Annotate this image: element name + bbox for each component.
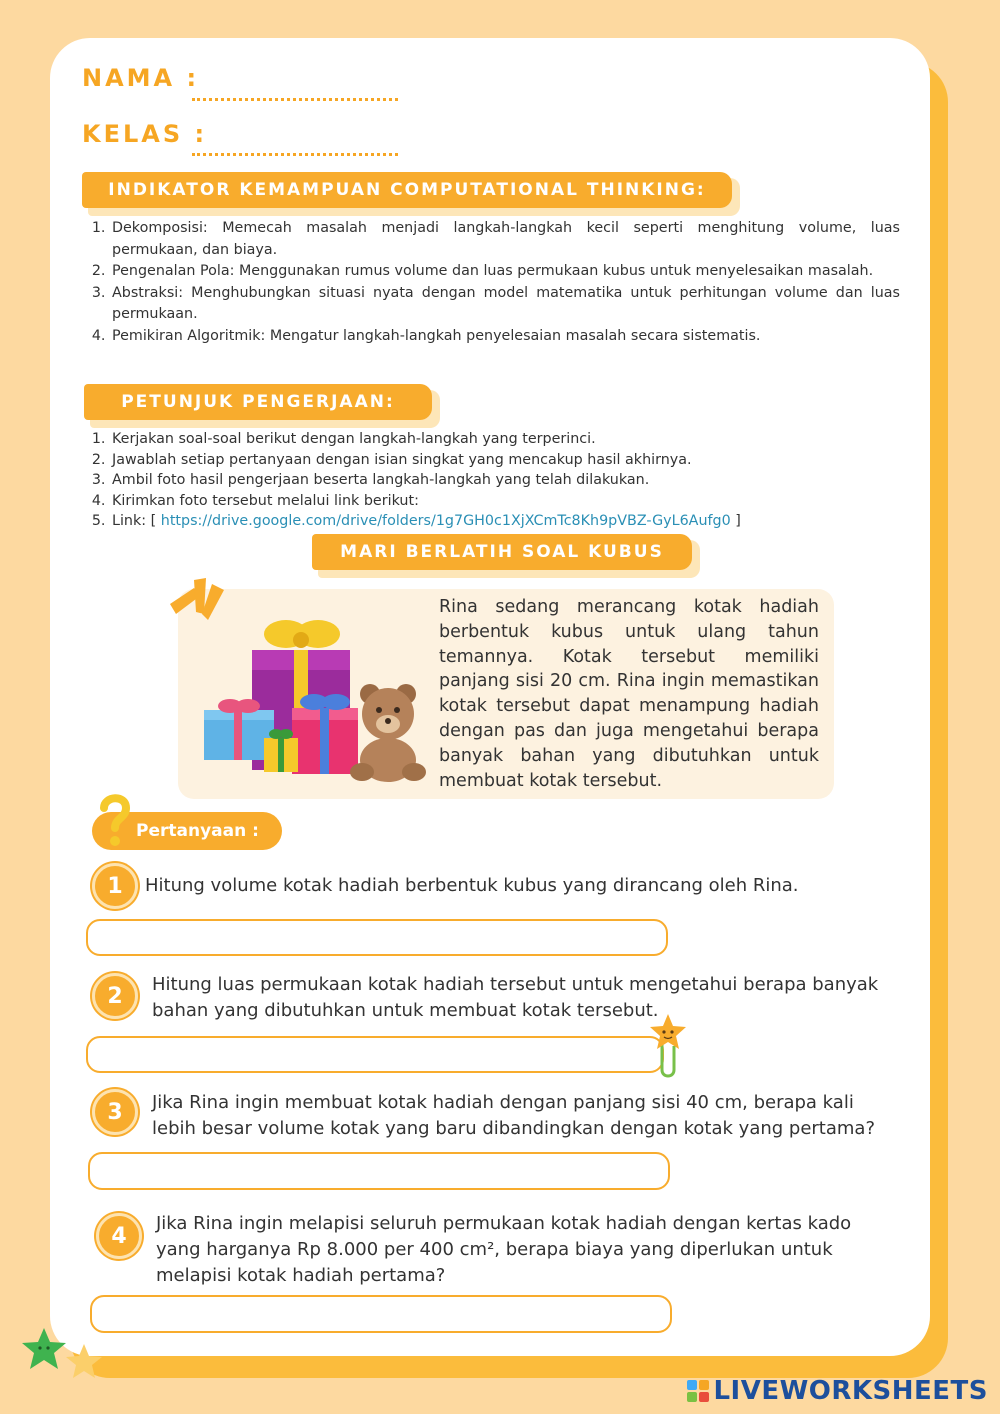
petunjuk-item: 3. Ambil foto hasil pengerjaan beserta langkah-langkah yang telah dilakukan.: [110, 470, 900, 491]
logo-text: LIVEWORKSHEETS: [713, 1376, 988, 1406]
petunjuk-link-item: [110, 511, 900, 532]
pertanyaan-label-text: Pertanyaan :: [136, 821, 259, 841]
link-suffix: ]: [730, 513, 741, 529]
indikator-item: 2. Pengenalan Pola: Menggunakan rumus volume dan luas permukaan kubus untuk menyelesaikan masalah.: [110, 261, 900, 283]
liveworksheets-logo: [687, 1376, 988, 1406]
latihan-title: MARI BERLATIH SOAL KUBUS: [312, 534, 692, 570]
question-number-3: 3: [92, 1089, 138, 1135]
question-text-4: Jika Rina ingin melapisi seluruh permukaan kotak hadiah dengan kertas kado yang harganya Rp 8.000 per 400 cm², berapa biaya yang diperlukan untuk melapisi kotak hadiah pertama?: [156, 1213, 852, 1286]
question-number-1: 1: [92, 863, 138, 909]
logo-blocks-icon: [687, 1380, 709, 1402]
petunjuk-item: 2. Jawablah setiap pertanyaan dengan isian singkat yang mencakup hasil akhirnya.: [110, 450, 900, 471]
nama-label: NAMA :: [82, 64, 200, 92]
answer-input-4[interactable]: [90, 1295, 672, 1333]
story-text: Rina sedang merancang kotak hadiah berbentuk kubus untuk ulang tahun temannya. Kotak tersebut memiliki panjang sisi 20 cm. Rina ingin memastikan kotak tersebut dapat menampung hadiah dengan pas dan juga mengetahui berapa banyak bahan yang dibutuhkan untuk membuat kotak tersebut.: [439, 597, 819, 791]
star-paperclip-icon: [644, 1012, 692, 1080]
question-text-3: Jika Rina ingin membuat kotak hadiah dengan panjang sisi 40 cm, berapa kali lebih besar volume kotak yang baru dibandingkan dengan kotak yang pertama?: [152, 1092, 876, 1139]
question-mark-icon: [98, 794, 132, 848]
indikator-item: 3. Abstraksi: Menghubungkan situasi nyata dengan model matematika untuk perhitungan volume dan luas permukaan.: [110, 283, 900, 326]
indikator-item: 1. Dekomposisi: Memecah masalah menjadi langkah-langkah kecil seperti menghitung volume, luas permukaan, dan biaya.: [110, 218, 900, 261]
nama-line[interactable]: [192, 88, 398, 101]
kelas-label: KELAS :: [82, 120, 208, 148]
kelas-line[interactable]: [192, 143, 398, 156]
answer-input-2[interactable]: [86, 1036, 664, 1073]
petunjuk-banner: [84, 384, 432, 420]
answer-input-3[interactable]: [88, 1152, 670, 1190]
link-prefix: Link: [: [112, 513, 161, 529]
answer-input-1[interactable]: [86, 919, 668, 956]
question-text-2: Hitung luas permukaan kotak hadiah tersebut untuk mengetahui berapa banyak bahan yang dibutuhkan untuk membuat kotak tersebut.: [152, 974, 879, 1021]
petunjuk-item: 4. Kirimkan foto tersebut melalui link berikut:: [110, 491, 900, 512]
question-number-2: 2: [92, 973, 138, 1019]
petunjuk-item: 1. Kerjakan soal-soal berikut dengan langkah-langkah yang terperinci.: [110, 429, 900, 450]
indikator-list-wrap: [82, 218, 900, 347]
latihan-banner: [312, 534, 692, 570]
petunjuk-list: [82, 429, 900, 532]
petunjuk-list-wrap: [82, 429, 900, 532]
drive-link[interactable]: https://drive.google.com/drive/folders/1g7GH0c1XjXCmTc8Kh9pVBZ-GyL6Aufg0: [160, 513, 731, 529]
indikator-list: [82, 218, 900, 347]
petunjuk-title: PETUNJUK PENGERJAAN:: [84, 384, 432, 420]
indikator-item: 4. Pemikiran Algoritmik: Mengatur langkah-langkah penyelesaian masalah secara sistematis.: [110, 326, 900, 348]
question-text-1: Hitung volume kotak hadiah berbentuk kubus yang dirancang oleh Rina.: [145, 875, 799, 896]
indikator-title: INDIKATOR KEMAMPUAN COMPUTATIONAL THINKING:: [82, 172, 732, 208]
indikator-banner: [82, 172, 732, 208]
question-number-4: 4: [96, 1213, 142, 1259]
stars-decoration-icon: [18, 1324, 110, 1384]
gift-boxes-teddy-illustration: [200, 610, 430, 785]
